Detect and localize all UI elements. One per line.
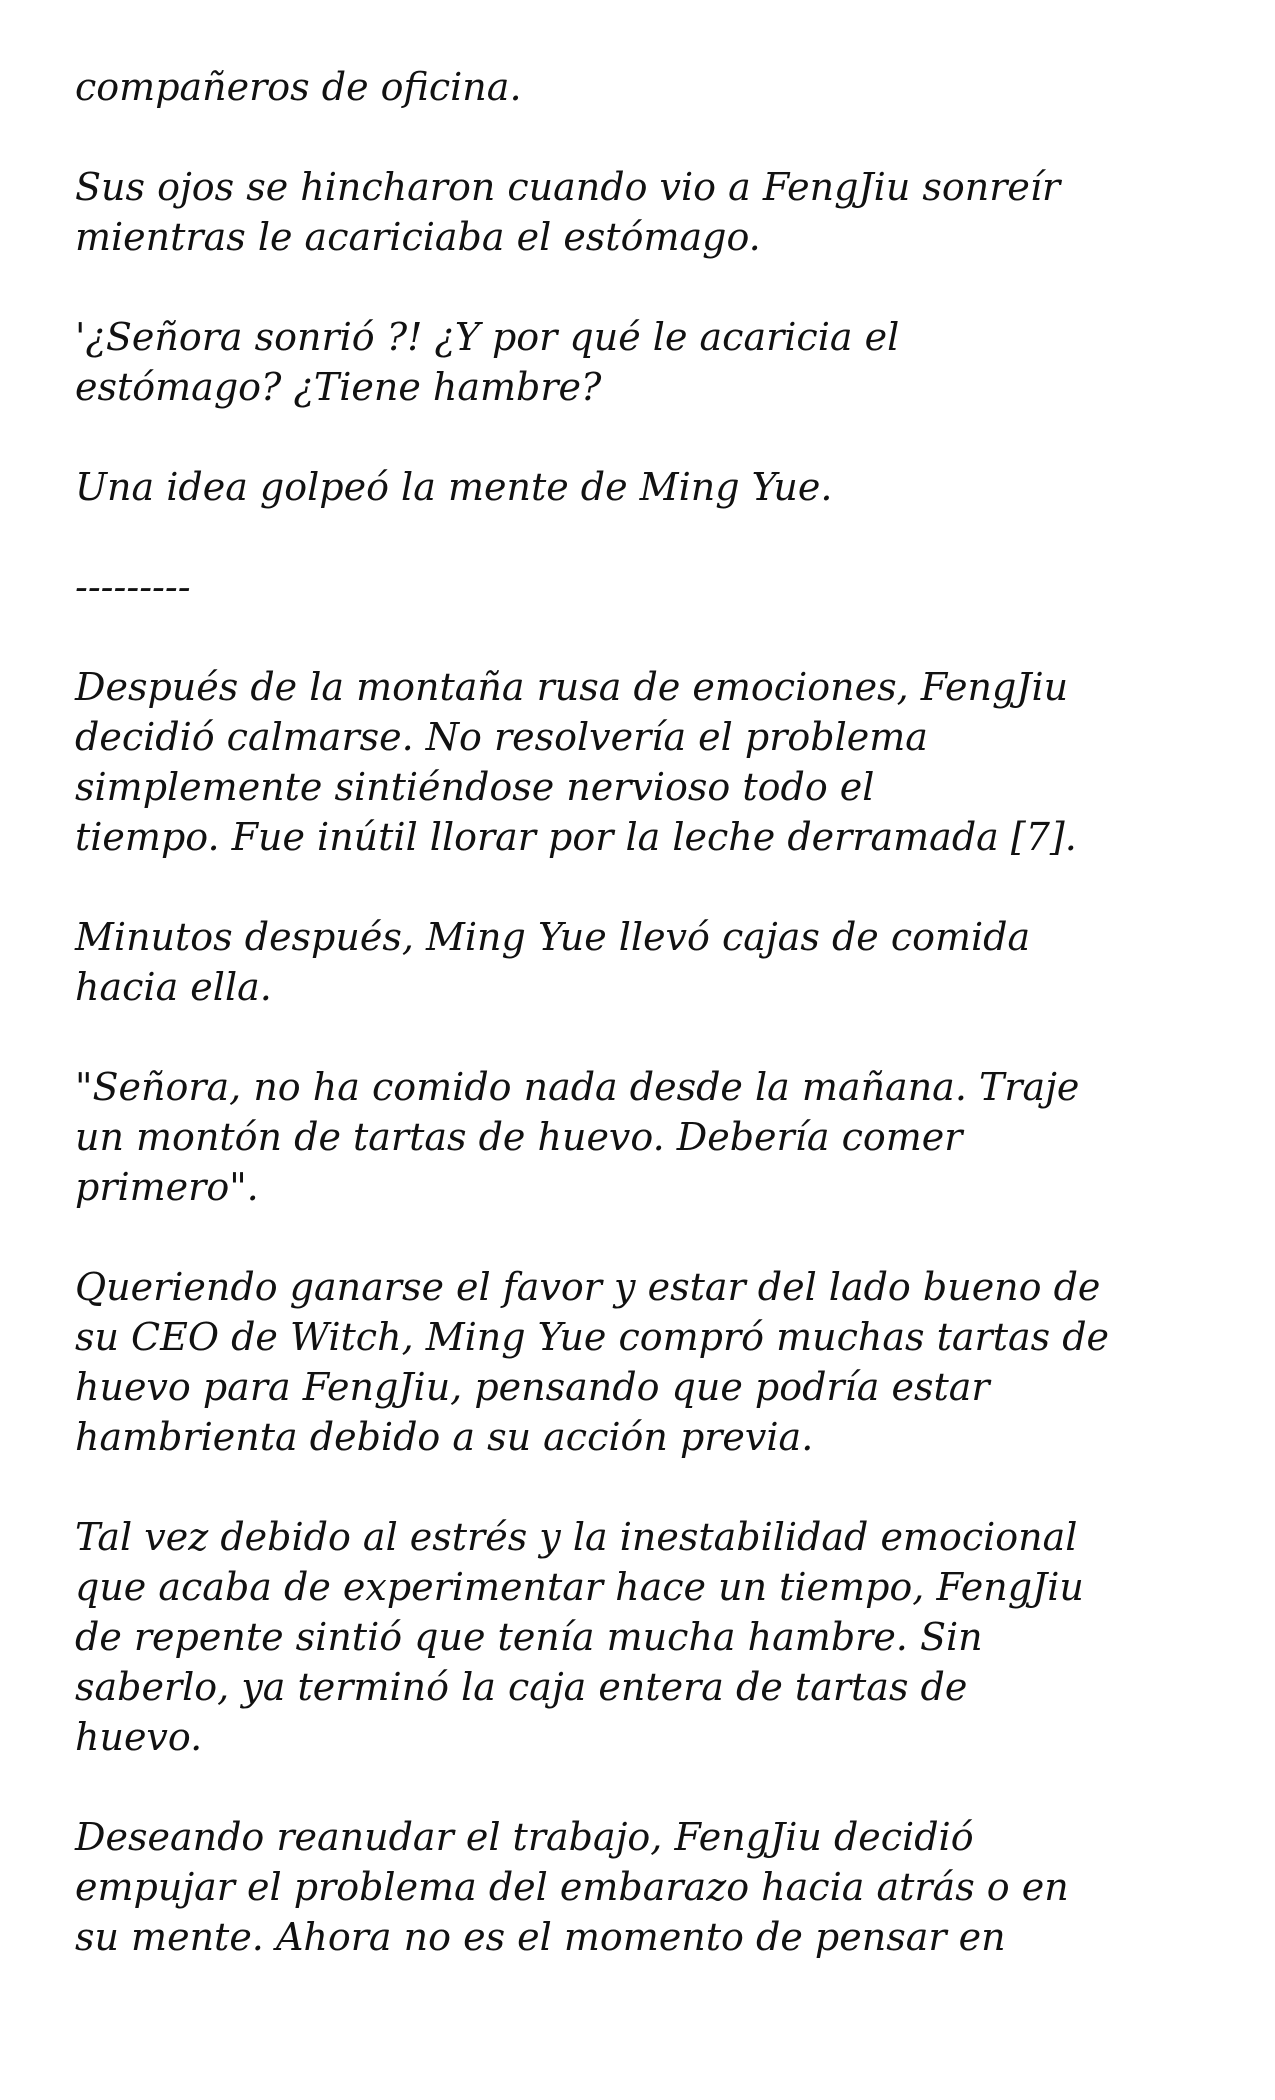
paragraph-4: Una idea golpeó la mente de Ming Yue. xyxy=(75,465,833,509)
paragraph-8: Queriendo ganarse el favor y estar del lado bueno de su CEO de Witch, Ming Yue compró muchas tartas de huevo para FengJiu, pensando que podría estar hambrienta debido a su acción previa. xyxy=(75,1265,1110,1459)
paragraph-3: '¿Señora sonrió ?! ¿Y por qué le acaricia el estómago? ¿Tiene hambre? xyxy=(75,315,900,409)
paragraph-1: compañeros de oficina. xyxy=(75,65,522,109)
paragraph-6: Minutos después, Ming Yue llevó cajas de comida hacia ella. xyxy=(75,915,1031,1009)
paragraph-5: Después de la montaña rusa de emociones, FengJiu decidió calmarse. No resolvería el problema simplemente sintiéndose nervioso todo el tiempo. Fue inútil llorar por la leche derramada [7]. xyxy=(75,665,1077,859)
paragraph-10: Deseando reanudar el trabajo, FengJiu decidió empujar el problema del embarazo hacia atrás o en su mente. Ahora no es el momento de pensar en xyxy=(75,1815,1069,1959)
story-text xyxy=(75,62,1235,2012)
paragraph-9: Tal vez debido al estrés y la inestabilidad emocional que acaba de experimentar hace un tiempo, FengJiu de repente sintió que tenía mucha hambre. Sin saberlo, ya terminó la caja entera de tartas de huevo. xyxy=(75,1515,1084,1759)
section-separator: --------- xyxy=(75,565,191,609)
paragraph-7: "Señora, no ha comido nada desde la mañana. Traje un montón de tartas de huevo. Debería comer primero". xyxy=(75,1065,1080,1209)
paragraph-2: Sus ojos se hincharon cuando vio a FengJiu sonreír mientras le acariciaba el estómago. xyxy=(75,165,1061,259)
